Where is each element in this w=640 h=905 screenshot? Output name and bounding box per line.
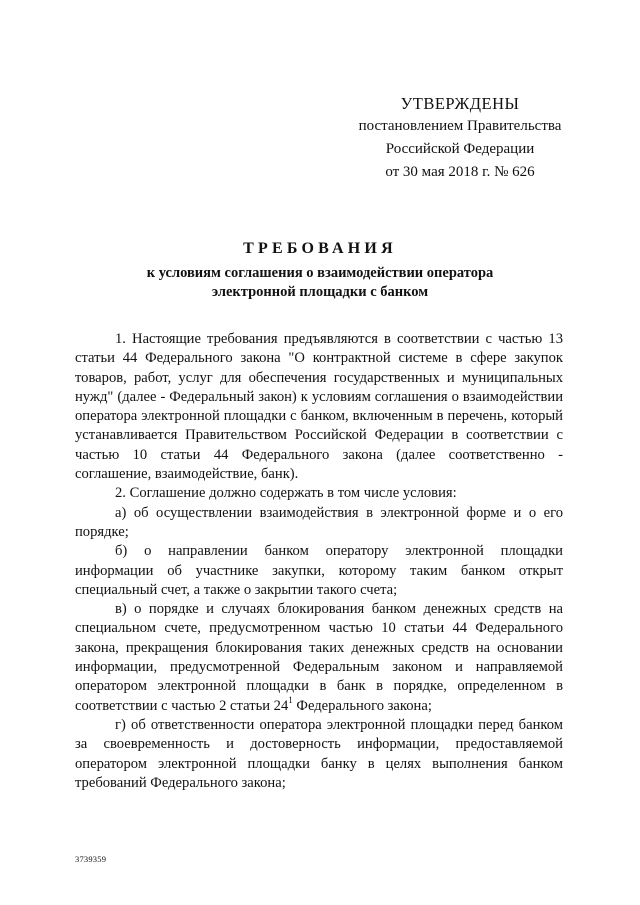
document-number: 3739359 bbox=[75, 854, 107, 864]
paragraph-2v-tail: Федерального закона; bbox=[292, 697, 432, 714]
document-subtitle bbox=[60, 264, 580, 302]
paragraph-2g: г) об ответственности оператора электронной площадки перед банком за своевременность и достоверность информации, предоставляемой оператором электронной площадки банку в целях выполнения банком требований Федерального закона; bbox=[75, 716, 563, 791]
subtitle-line-1: к условиям соглашения о взаимодействии оператора bbox=[146, 265, 494, 281]
paragraph-2b: б) о направлении банком оператору электронной площадки информации об участнике закупки, которому таким банком открыт специальный счет, а также о закрытии такого счета; bbox=[75, 543, 563, 598]
subtitle-line-2: электронной площадки с банком bbox=[211, 284, 429, 300]
approval-line-3: от 30 мая 2018 г. № 626 bbox=[385, 164, 535, 180]
document-body bbox=[75, 330, 563, 793]
document-title: ТРЕБОВАНИЯ bbox=[243, 240, 397, 257]
approval-block bbox=[340, 92, 580, 184]
approval-line-2: Российской Федерации bbox=[385, 141, 535, 157]
paragraph-2v-text: в) о порядке и случаях блокирования банком денежных средств на специальном счете, предусмотренном частью 10 статьи 44 Федерального закона, прекращения блокирования таких денежных средств на основании информации, предусмотренной Федеральным законом и направляемой оператором электронной площадки в банк в порядке, определенном в соответствии с частью 2 статьи 24 bbox=[75, 601, 563, 714]
paragraph-1: 1. Настоящие требования предъявляются в соответствии с частью 13 статьи 44 Федерального закона "О контрактной системе в сфере закупок товаров, работ, услуг для обеспечения государственных и муниципальных нужд" (далее - Федеральный закон) к условиям соглашения о взаимодействии оператора электронной площадки с банком, включенным в перечень, который устанавливается Правительством Российской Федерации в соответствии с частью 10 статьи 44 Федерального закона (далее соответственно - соглашение, взаимодействие, банк). bbox=[75, 331, 563, 483]
paragraph-2: 2. Соглашение должно содержать в том числе условия: bbox=[115, 485, 457, 502]
approval-line-1: постановлением Правительства bbox=[358, 118, 562, 134]
approval-title: УТВЕРЖДЕНЫ bbox=[400, 94, 520, 113]
superscript: 1 bbox=[288, 694, 293, 705]
paragraph-2a: а) об осуществлении взаимодействия в электронной форме и о его порядке; bbox=[75, 504, 563, 540]
paragraph-2v bbox=[75, 600, 563, 716]
